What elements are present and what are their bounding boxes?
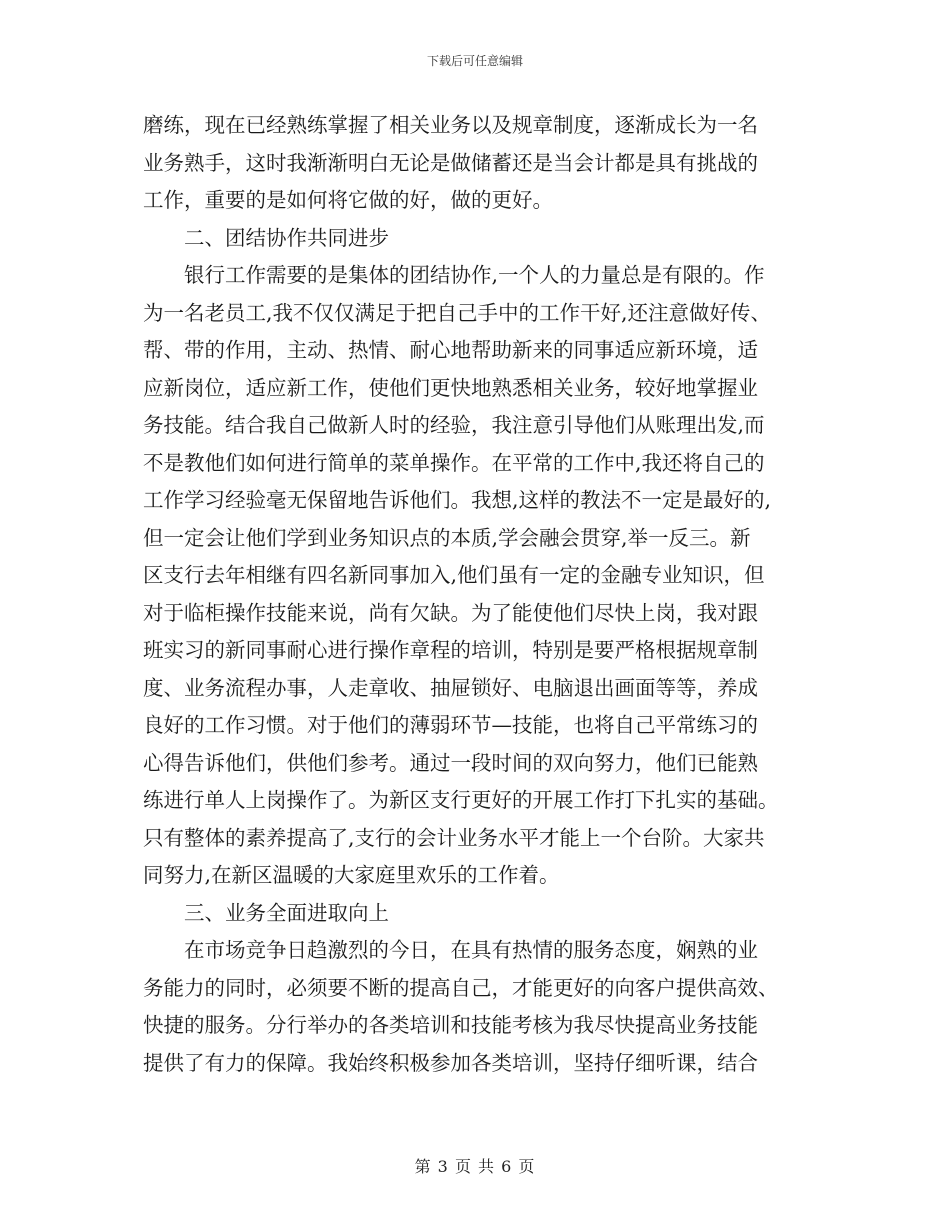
body-line: 良好的工作习惯。对于他们的薄弱环节—技能，也将自己平常练习的 bbox=[143, 713, 758, 737]
document-body bbox=[143, 107, 807, 1082]
body-line: 磨练，现在已经熟练掌握了相关业务以及规章制度，逐渐成长为一名 bbox=[143, 113, 758, 137]
body-line: 对于临柜操作技能来说，尚有欠缺。为了能使他们尽快上岗，我对跟 bbox=[143, 600, 758, 625]
body-line: 务技能。结合我自己做新人时的经验，我注意引导他们从账理出发,而 bbox=[143, 413, 765, 437]
body-line: 为一名老员工,我不仅仅满足于把自己手中的工作干好,还注意做好传、 bbox=[143, 300, 772, 325]
body-line: 工作学习经验毫无保留地告诉他们。我想,这样的教法不一定是最好的, bbox=[143, 488, 772, 512]
body-line: 但一定会让他们学到业务知识点的本质,学会融会贯穿,举一反三。新 bbox=[143, 525, 751, 550]
body-line: 帮、带的作用，主动、热情、耐心地帮助新来的同事适应新环境，适 bbox=[143, 338, 758, 362]
section-heading: 三、业务全面进取向上 bbox=[184, 900, 389, 925]
body-line: 区支行去年相继有四名新同事加入,他们虽有一定的金融专业知识，但 bbox=[143, 563, 765, 587]
body-line: 在市场竞争日趋激烈的今日，在具有热情的服务态度，娴熟的业 bbox=[184, 938, 758, 962]
body-line: 应新岗位，适应新工作，使他们更快地熟悉相关业务，较好地掌握业 bbox=[143, 375, 758, 400]
body-line: 银行工作需要的是集体的团结协作,一个人的力量总是有限的。作 bbox=[184, 263, 765, 287]
body-line: 工作，重要的是如何将它做的好，做的更好。 bbox=[143, 188, 553, 212]
body-line: 业务熟手，这时我渐渐明白无论是做储蓄还是当会计都是具有挑战的 bbox=[143, 150, 758, 175]
page-header: 下载后可任意编辑 bbox=[426, 54, 523, 68]
body-line: 只有整体的素养提高了,支行的会计业务水平才能上一个台阶。大家共 bbox=[143, 825, 765, 850]
body-line: 不是教他们如何进行简单的菜单操作。在平常的工作中,我还将自己的 bbox=[143, 450, 765, 475]
body-line: 同努力,在新区温暖的大家庭里欢乐的工作着。 bbox=[143, 863, 560, 887]
body-line: 快捷的服务。分行举办的各类培训和技能考核为我尽快提高业务技能 bbox=[143, 1013, 758, 1037]
body-line: 务能力的同时，必须要不断的提高自己，才能更好的向客户提供高效、 bbox=[143, 975, 779, 1000]
section-heading: 二、团结协作共同进步 bbox=[184, 225, 389, 250]
body-line: 心得告诉他们，供他们参考。通过一段时间的双向努力，他们已能熟 bbox=[143, 750, 758, 775]
body-line: 班实习的新同事耐心进行操作章程的培训，特别是要严格根据规章制 bbox=[143, 638, 758, 662]
body-line: 练进行单人上岗操作了。为新区支行更好的开展工作打下扎实的基础。 bbox=[143, 788, 779, 812]
page-number-footer: 第 3 页 共 6 页 bbox=[414, 1157, 536, 1176]
body-line: 度、业务流程办事，人走章收、抽屉锁好、电脑退出画面等等，养成 bbox=[143, 675, 758, 700]
body-line: 提供了有力的保障。我始终积极参加各类培训，坚持仔细听课，结合 bbox=[143, 1050, 758, 1075]
